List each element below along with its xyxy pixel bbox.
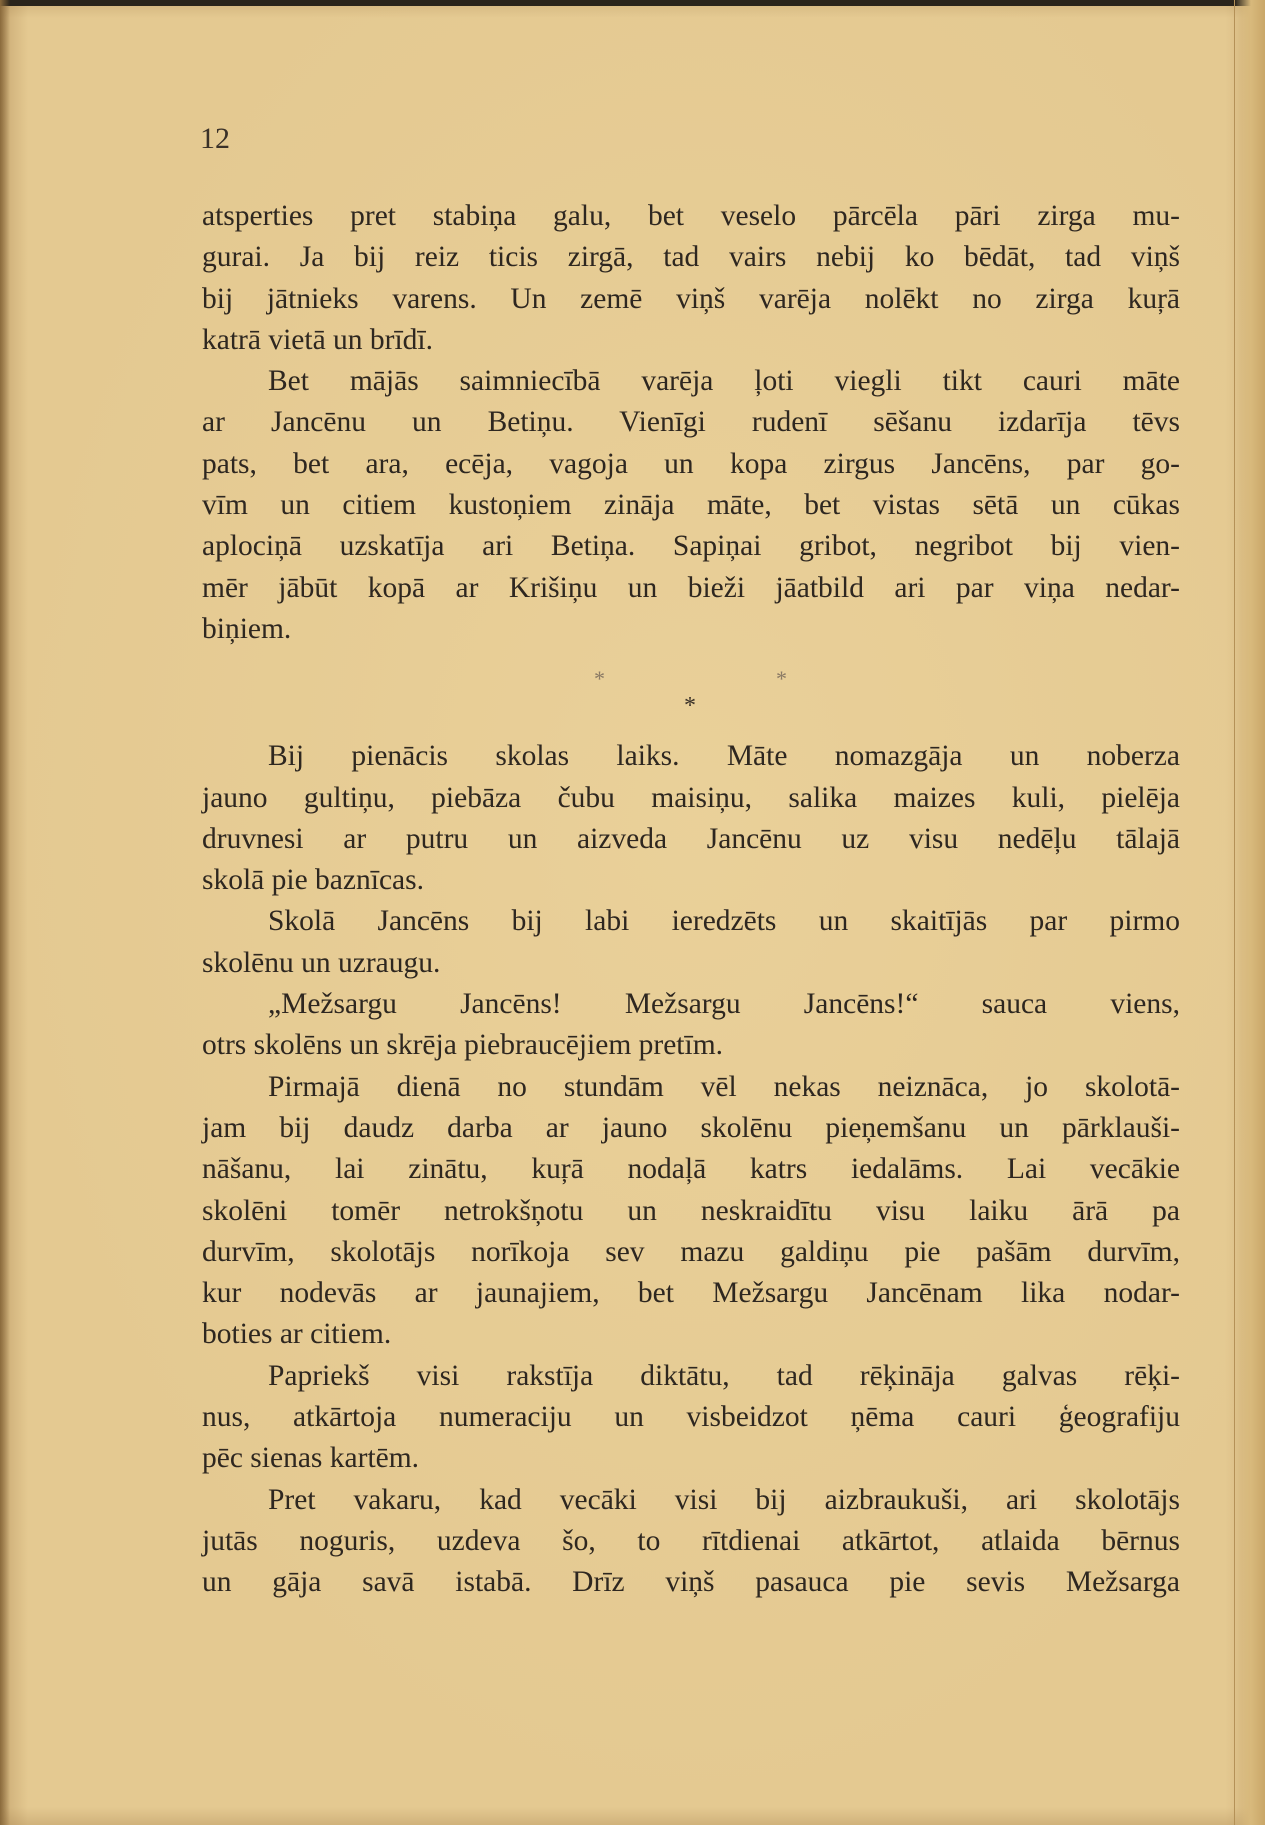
text-line: druvnesi ar putru un aizveda Jancēnu uz visu nedēļu tālajā xyxy=(202,822,1180,855)
paragraph xyxy=(202,736,1180,901)
paragraph xyxy=(202,196,1180,361)
text-line: Bet mājās saimniecībā varēja ļoti viegli tikt cauri māte xyxy=(268,365,1180,398)
asterisk-ornament: * xyxy=(776,666,787,692)
text-line: bij jātnieks varens. Un zemē viņš varēja nolēkt no zirga kuŗā xyxy=(202,282,1180,315)
scan-top-edge xyxy=(0,0,1265,6)
page-left-edge xyxy=(0,0,10,1825)
paragraph xyxy=(202,1356,1180,1480)
text-line: skolēni tomēr netrokšņotu un neskraidītu visu laiku ārā pa xyxy=(202,1194,1180,1227)
page-binding-fold xyxy=(1234,0,1265,1825)
section-separator xyxy=(202,650,1180,736)
text-line: gurai. Ja bij reiz ticis zirgā, tad vairs nebij ko bēdāt, tad viņš xyxy=(202,241,1180,274)
paragraph xyxy=(202,901,1180,984)
paragraph xyxy=(202,1067,1180,1356)
text-line: Skolā Jancēns bij labi ieredzēts un skaitījās par pirmo xyxy=(268,905,1180,938)
body-text xyxy=(202,196,1180,1604)
text-line: Pret vakaru, kad vecāki visi bij aizbraukuši, ari skolotājs xyxy=(268,1483,1180,1516)
text-line: jauno gultiņu, piebāza čubu maisiņu, salika maizes kuli, pielēja xyxy=(202,781,1180,814)
text-line: otrs skolēns un skrēja piebraucējiem pretīm. xyxy=(202,1029,724,1062)
text-line: skolēnu un uzraugu. xyxy=(202,946,441,979)
text-line: boties ar citiem. xyxy=(202,1318,392,1351)
text-line: Pirmajā dienā no stundām vēl nekas neiznāca, jo skolotā- xyxy=(268,1070,1180,1103)
text-line: ar Jancēnu un Betiņu. Vienīgi rudenī sēšanu izdarīja tēvs xyxy=(202,406,1180,439)
text-line: katrā vietā un brīdī. xyxy=(202,323,434,356)
text-line: vīm un citiem kustoņiem zināja māte, bet vistas sētā un cūkas xyxy=(202,489,1180,522)
page-number: 12 xyxy=(200,122,230,155)
text-line: jam bij daudz darba ar jauno skolēnu pieņemšanu un pārklauši- xyxy=(202,1111,1180,1144)
asterisk-ornament: * xyxy=(684,693,696,720)
text-line: skolā pie baznīcas. xyxy=(202,864,424,897)
text-line: nāšanu, lai zinātu, kuŗā nodaļā katrs iedalāms. Lai vecākie xyxy=(202,1153,1180,1186)
text-line: un gāja savā istabā. Drīz viņš pasauca pie sevis Mežsarga xyxy=(202,1566,1180,1599)
paragraph xyxy=(202,984,1180,1067)
text-line: Papriekš visi rakstīja diktātu, tad rēķināja galvas rēķi- xyxy=(268,1359,1180,1392)
text-line: jutās noguris, uzdeva šo, to rītdienai atkārtot, atlaida bērnus xyxy=(202,1524,1180,1557)
paragraph xyxy=(202,1480,1180,1604)
text-line: biņiem. xyxy=(202,612,292,645)
asterisk-ornament: * xyxy=(594,666,605,692)
text-line: Bij pienācis skolas laiks. Māte nomazgāja un noberza xyxy=(268,740,1180,773)
text-line: kur nodevās ar jaunajiem, bet Mežsargu Jancēnam lika nodar- xyxy=(202,1277,1180,1310)
text-line: mēr jābūt kopā ar Krišiņu un bieži jāatbild ari par viņa nedar- xyxy=(202,571,1180,604)
text-line: atsperties pret stabiņa galu, bet veselo pārcēla pāri zirga mu- xyxy=(202,200,1180,232)
text-line: aplociņā uzskatīja ari Betiņa. Sapiņai gribot, negribot bij vien- xyxy=(202,530,1180,563)
text-line: pēc sienas kartēm. xyxy=(202,1442,420,1475)
paragraph xyxy=(202,361,1180,650)
text-line: durvīm, skolotājs norīkoja sev mazu galdiņu pie pašām durvīm, xyxy=(202,1235,1180,1268)
text-line: nus, atkārtoja numeraciju un visbeidzot ņēma cauri ģeografiju xyxy=(202,1401,1180,1434)
text-line: pats, bet ara, ecēja, vagoja un kopa zirgus Jancēns, par go- xyxy=(202,447,1180,480)
text-line: „Mežsargu Jancēns! Mežsargu Jancēns!“ sauca viens, xyxy=(268,988,1180,1021)
